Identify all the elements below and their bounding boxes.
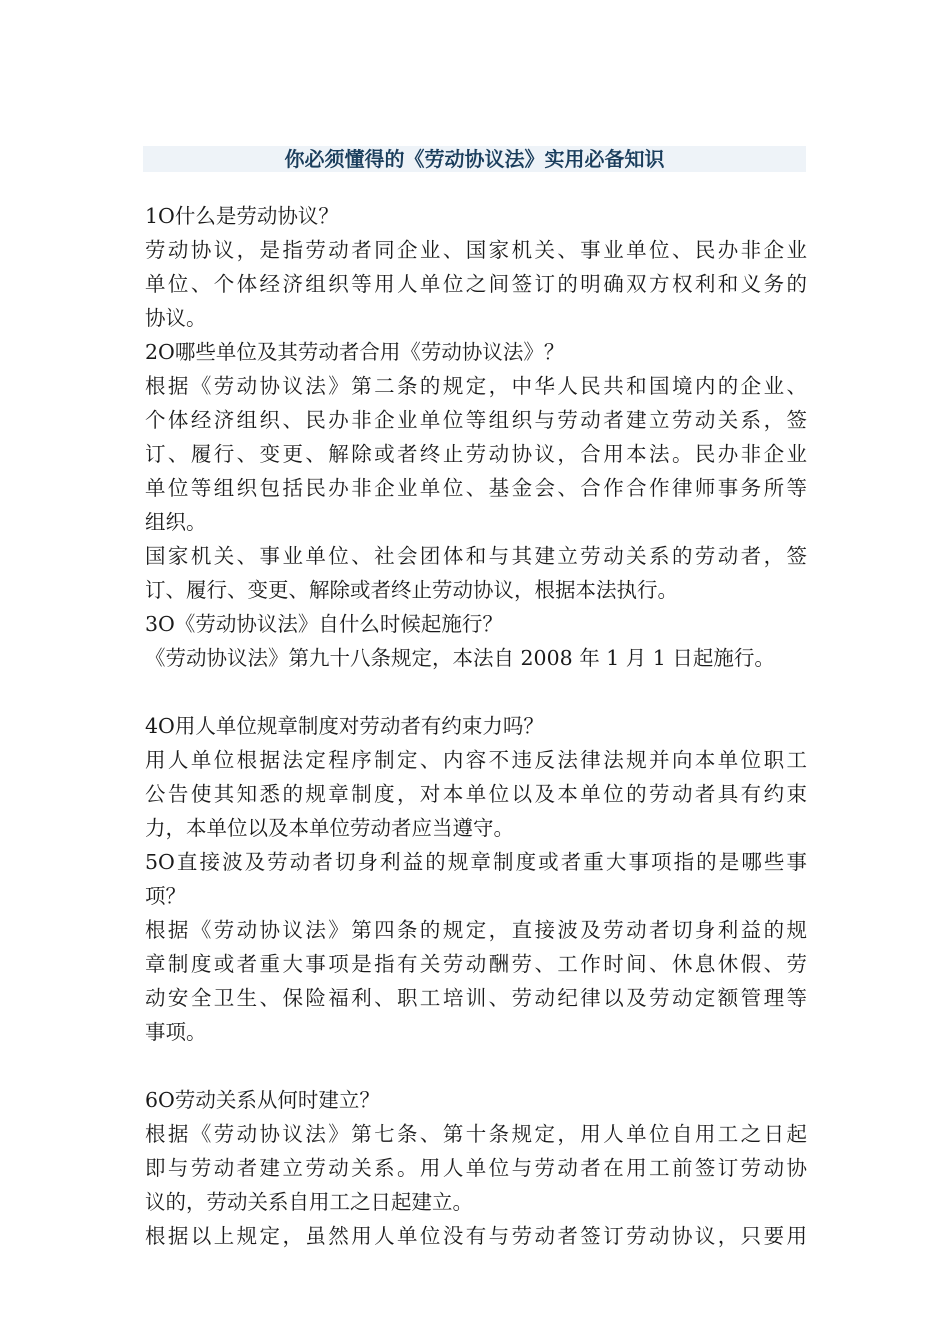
- paragraph-line: 根据《劳动协议法》第七条、第十条规定，用人单位自用工之日起: [145, 1122, 807, 1146]
- paragraph-gap: [145, 675, 807, 709]
- paragraph-line: 协议。: [145, 306, 207, 330]
- paragraph-line: 组织。: [145, 510, 207, 534]
- question-heading: 5O直接波及劳动者切身利益的规章制度或者重大事项指的是哪些事: [145, 850, 807, 874]
- paragraph-line: 国家机关、事业单位、社会团体和与其建立劳动关系的劳动者，签: [145, 544, 807, 568]
- paragraph-line: 用人单位根据法定程序制定、内容不违反法律法规并向本单位职工: [145, 748, 807, 772]
- paragraph-line: 《劳动协议法》第九十八条规定，本法自 2008 年 1 月 1 日起施行。: [145, 646, 775, 670]
- paragraph-line: 根据以上规定，虽然用人单位没有与劳动者签订劳动协议，只要用: [145, 1224, 807, 1248]
- question-heading: 2O哪些单位及其劳动者合用《劳动协议法》？: [145, 340, 565, 364]
- paragraph-line: 劳动协议，是指劳动者同企业、国家机关、事业单位、民办非企业: [145, 238, 807, 262]
- paragraph-line: 订、履行、变更、解除或者终止劳动协议，合用本法。民办非企业: [145, 442, 807, 466]
- question-heading: 4O用人单位规章制度对劳动者有约束力吗？: [145, 714, 544, 738]
- paragraph-line: 章制度或者重大事项是指有关劳动酬劳、工作时间、休息休假、劳: [145, 952, 807, 976]
- paragraph-line: 力，本单位以及本单位劳动者应当遵守。: [145, 816, 514, 840]
- paragraph-line: 事项。: [145, 1020, 207, 1044]
- paragraph-line: 根据《劳动协议法》第四条的规定，直接波及劳动者切身利益的规: [145, 918, 807, 942]
- document-body: [145, 199, 807, 1253]
- paragraph-line: 议的，劳动关系自用工之日起建立。: [145, 1190, 473, 1214]
- paragraph-gap: [145, 1049, 807, 1083]
- question-heading: 6O劳动关系从何时建立？: [145, 1088, 380, 1112]
- paragraph-line: 根据《劳动协议法》第二条的规定，中华人民共和国境内的企业、: [145, 374, 807, 398]
- question-heading: 1O什么是劳动协议？: [145, 204, 339, 228]
- paragraph-line: 个体经济组织、民办非企业单位等组织与劳动者建立劳动关系，签: [145, 408, 807, 432]
- document-title: 你必须懂得的《劳动协议法》实用必备知识: [284, 147, 665, 171]
- paragraph-line: 单位等组织包括民办非企业单位、基金会、合作合作律师事务所等: [145, 476, 807, 500]
- question-heading: 项？: [145, 884, 186, 908]
- paragraph-line: 单位、个体经济组织等用人单位之间签订的明确双方权利和义务的: [145, 272, 807, 296]
- question-heading: 3O《劳动协议法》自什么时候起施行？: [145, 612, 503, 636]
- paragraph-line: 即与劳动者建立劳动关系。用人单位与劳动者在用工前签订劳动协: [145, 1156, 807, 1180]
- paragraph-line: 动安全卫生、保险福利、职工培训、劳动纪律以及劳动定额管理等: [145, 986, 807, 1010]
- paragraph-line: 订、履行、变更、解除或者终止劳动协议，根据本法执行。: [145, 578, 678, 602]
- paragraph-line: 公告使其知悉的规章制度，对本单位以及本单位的劳动者具有约束: [145, 782, 807, 806]
